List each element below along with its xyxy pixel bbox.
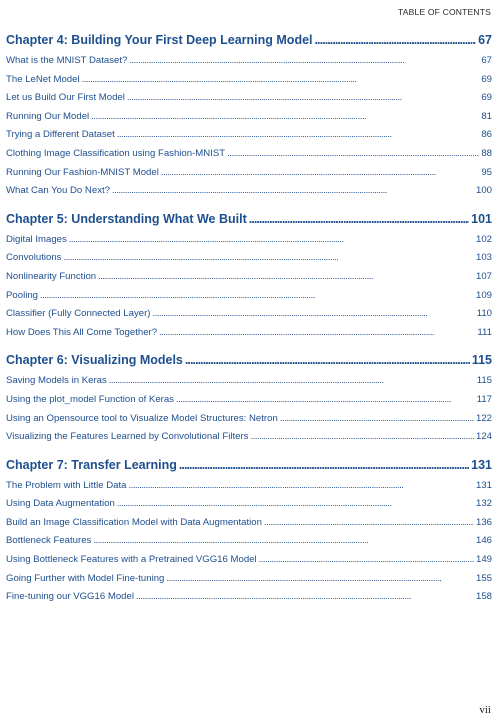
- dot-leader: [264, 514, 474, 533]
- section-title: Using an Opensource tool to Visualize Model Structures: Netron: [6, 412, 278, 424]
- section-title: Running Our Model: [6, 110, 90, 122]
- page-number: 69: [481, 73, 492, 85]
- section-title: Using the plot_model Function of Keras: [6, 393, 174, 405]
- page-number: 102: [475, 233, 492, 245]
- dot-leader: [136, 588, 474, 607]
- dot-leader: [249, 207, 469, 231]
- dot-leader: [40, 287, 474, 306]
- page-number: 131: [475, 479, 492, 491]
- dot-leader: [280, 410, 474, 429]
- toc-chapter-entry[interactable]: [6, 28, 492, 52]
- toc-section-entry[interactable]: [6, 249, 492, 268]
- dot-leader: [227, 145, 479, 164]
- section-title: The Problem with Little Data: [6, 479, 127, 491]
- toc-section-entry[interactable]: [6, 514, 492, 533]
- toc-section-entry[interactable]: [6, 108, 492, 127]
- toc-section-entry[interactable]: [6, 391, 492, 410]
- page-number: 103: [475, 252, 492, 264]
- dot-leader: [98, 268, 474, 287]
- page-folio: vii: [479, 704, 491, 716]
- section-title: Classifier (Fully Connected Layer): [6, 308, 151, 320]
- section-title: Let us Build Our First Model: [6, 92, 125, 104]
- section-title: Convolutions: [6, 252, 62, 264]
- toc-section-entry[interactable]: [6, 495, 492, 514]
- page-number: 132: [475, 498, 492, 510]
- section-title: Trying a Different Dataset: [6, 129, 115, 141]
- dot-leader: [153, 305, 475, 324]
- chapter-title: Chapter 7: Transfer Learning: [6, 457, 177, 472]
- section-title: Clothing Image Classification using Fashion-MNIST: [6, 147, 226, 159]
- section-title: Pooling: [6, 289, 39, 301]
- page-number: 136: [475, 516, 492, 528]
- section-title: Running Our Fashion-MNIST Model: [6, 166, 159, 178]
- toc-section-entry[interactable]: [6, 551, 492, 570]
- section-title: Saving Models in Keras: [6, 375, 107, 387]
- section-title: Going Further with Model Fine-tuning: [6, 572, 165, 584]
- toc-section-entry[interactable]: [6, 477, 492, 496]
- chapter-title: Chapter 5: Understanding What We Built: [6, 211, 247, 226]
- toc-section-entry[interactable]: [6, 71, 492, 90]
- section-title: Using Bottleneck Features with a Pretrained VGG16 Model: [6, 554, 257, 566]
- dot-leader: [250, 428, 474, 447]
- running-head: TABLE OF CONTENTS: [398, 7, 491, 17]
- section-title: What Can You Do Next?: [6, 185, 110, 197]
- page-number: 101: [471, 211, 492, 226]
- page-number: 124: [475, 431, 492, 443]
- chapter-title: Chapter 6: Visualizing Models: [6, 353, 183, 368]
- section-title: What is the MNIST Dataset?: [6, 55, 128, 66]
- dot-leader: [109, 372, 475, 391]
- page-number: 122: [475, 412, 492, 424]
- dot-leader: [315, 28, 477, 52]
- toc-section-entry[interactable]: [6, 305, 492, 324]
- toc-section-entry[interactable]: [6, 145, 492, 164]
- dot-leader: [93, 532, 474, 551]
- dot-leader: [166, 570, 474, 589]
- toc-section-entry[interactable]: [6, 231, 492, 250]
- page-number: 131: [471, 457, 492, 472]
- section-title: Using Data Augmentation: [6, 498, 115, 510]
- page-number: 86: [481, 129, 492, 141]
- section-title: Digital Images: [6, 233, 67, 245]
- toc-section-entry[interactable]: [6, 410, 492, 429]
- page-number: 110: [476, 308, 492, 320]
- toc-section-entry[interactable]: [6, 52, 492, 71]
- dot-leader: [176, 391, 475, 410]
- page-number: 155: [475, 572, 492, 584]
- toc-section-entry[interactable]: [6, 372, 492, 391]
- page-number: 81: [481, 110, 492, 122]
- page-number: 100: [475, 185, 492, 197]
- dot-leader: [127, 89, 479, 108]
- toc-section-entry[interactable]: [6, 324, 492, 343]
- dot-leader: [129, 477, 474, 496]
- toc-section-entry[interactable]: [6, 428, 492, 447]
- section-title: Fine-tuning our VGG16 Model: [6, 591, 134, 603]
- toc-section-entry[interactable]: [6, 182, 492, 201]
- dot-leader: [185, 348, 470, 372]
- dot-leader: [179, 453, 469, 477]
- dot-leader: [69, 231, 474, 250]
- page-number: 88: [481, 147, 492, 159]
- page-number: 67: [481, 55, 492, 66]
- dot-leader: [117, 126, 480, 145]
- page-number: 67: [478, 33, 492, 47]
- page-number: 146: [475, 535, 492, 547]
- page-number: 69: [481, 92, 492, 104]
- section-title: How Does This All Come Together?: [6, 326, 158, 338]
- toc-chapter-entry[interactable]: [6, 453, 492, 477]
- section-title: Build an Image Classification Model with Data Augmentation: [6, 516, 262, 528]
- toc-section-entry[interactable]: [6, 588, 492, 607]
- dot-leader: [112, 182, 474, 201]
- page-number: 115: [476, 375, 492, 387]
- dot-leader: [63, 249, 474, 268]
- toc-section-entry[interactable]: [6, 126, 492, 145]
- section-title: Visualizing the Features Learned by Convolutional Filters: [6, 431, 249, 443]
- dot-leader: [259, 551, 474, 570]
- dot-leader: [161, 164, 479, 183]
- section-title: Nonlinearity Function: [6, 270, 97, 282]
- page-number: 158: [475, 591, 492, 603]
- toc-section-entry[interactable]: [6, 89, 492, 108]
- table-of-contents: [6, 28, 492, 607]
- dot-leader: [82, 71, 480, 90]
- page-number: 107: [475, 270, 492, 282]
- toc-section-entry[interactable]: [6, 570, 492, 589]
- page-number: 115: [471, 353, 492, 368]
- page-number: 149: [475, 554, 492, 566]
- section-title: Bottleneck Features: [6, 535, 92, 547]
- toc-section-entry[interactable]: [6, 268, 492, 287]
- chapter-title: Chapter 4: Building Your First Deep Learning Model: [6, 33, 313, 47]
- toc-section-entry[interactable]: [6, 164, 492, 183]
- dot-leader: [129, 52, 479, 71]
- toc-section-entry[interactable]: [6, 287, 492, 306]
- page-number: 117: [476, 393, 492, 405]
- dot-leader: [91, 108, 479, 127]
- page-number: 109: [475, 289, 492, 301]
- dot-leader: [159, 324, 475, 343]
- page-number: 95: [481, 166, 492, 178]
- page-number: 111: [477, 326, 492, 338]
- toc-chapter-entry[interactable]: [6, 348, 492, 372]
- toc-chapter-entry[interactable]: [6, 207, 492, 231]
- toc-section-entry[interactable]: [6, 532, 492, 551]
- section-title: The LeNet Model: [6, 73, 80, 85]
- dot-leader: [117, 495, 474, 514]
